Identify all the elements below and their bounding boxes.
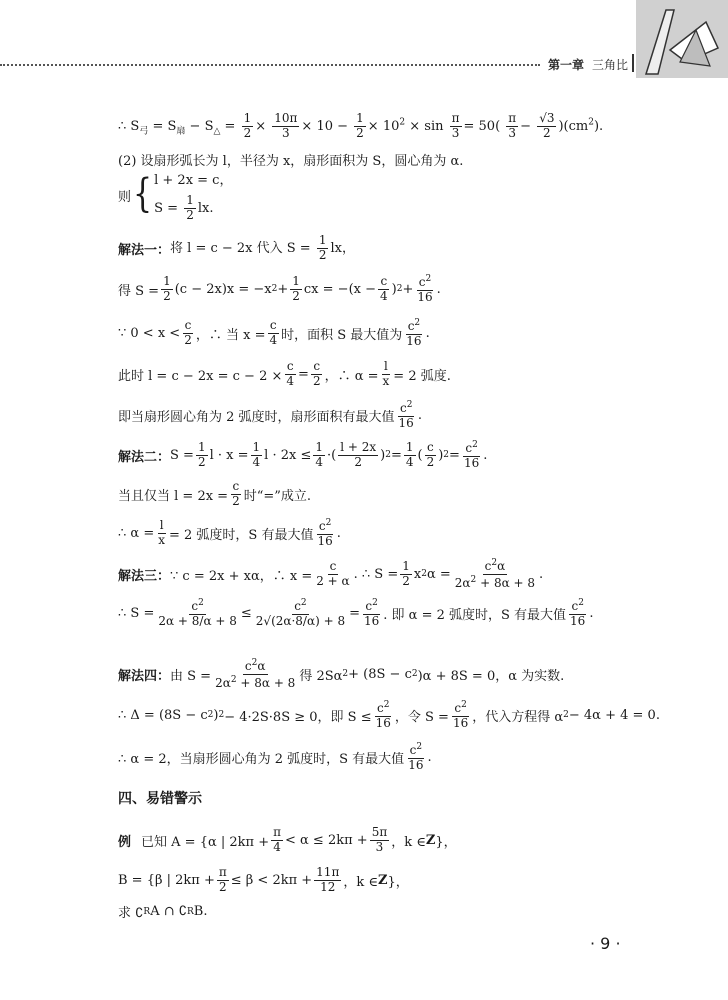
section-heading-common-errors: 四、易错警示 <box>118 791 202 807</box>
left-brace: { <box>133 171 153 218</box>
method-1-step2: 得 S = $\frac{1}{2}$ (c − 2x)x = −x 2 + $\frac{1}{2}$ cx = −(x − $\frac{c}{4}$ ) 2 + $\frac{c^2}{16}$ . <box>118 274 441 304</box>
method-1-step4: 此时 l = c − 2x = c − 2 × $\frac{c}{4}$ = $\frac{c}{2}$ ，∴ α = $\frac{l}{x}$ = 2 弧度. <box>118 359 451 388</box>
method-2-label: 解法二： <box>118 449 171 465</box>
method-4-label: 解法四： <box>118 668 171 684</box>
chapter-number: 第一章 <box>548 58 585 72</box>
method-3-label: 解法三： <box>118 568 171 584</box>
equation-1: l + 2x = c， <box>154 173 233 188</box>
method-2-equality: 当且仅当 l = 2x = $\frac{c}{2}$ 时“=”成立. <box>118 479 312 508</box>
equation-display: ∴ $S_弓 = S_扇 - S_\triangle$ = $\frac{1}{2}$ × $\frac{10\pi}{3}$ × 10 − $\frac{1}{2}$ × $10^2 \times \sin$ $\frac{\pi}{3}$ = 50( $\frac{\pi}{3}$ − $\frac{√3}{2}$ )$(cm^2)$. <box>118 111 604 140</box>
page-number: · 9 · <box>590 934 621 953</box>
header-rule <box>0 64 540 66</box>
example-set-a: 例 已知 A = {α | 2kπ + $\frac{\pi}{4}$ < α ≤ 2kπ + $\frac{5\pi}{3}$ ，k ∈ Z }， <box>118 825 457 854</box>
equation-2: S = $\frac{1}{2}$ lx. <box>154 193 214 222</box>
method-4-discriminant: ∴ Δ = (8S − c 2 ) 2 − 4·2S·8S ≥ 0，即 S ≤ $\frac{c^2}{16}$ ，令 S = $\frac{c^2}{16}$ ，代入方程得 α 2 − 4α + 4 = 0. <box>118 700 660 730</box>
header-bar <box>632 54 634 72</box>
part2-setup: (2) 设扇形弧长为 l，半径为 x，扇形面积为 S，圆心角为 α. <box>118 154 464 169</box>
method-1-label: 解法一： <box>118 242 171 258</box>
method-4-conclusion: ∴ α = 2，当扇形圆心角为 2 弧度时，S 有最大值 $\frac{c^2}{16}$ . <box>118 742 432 772</box>
example-label: 例 <box>118 834 132 850</box>
method-2-conclusion: ∴ α = $\frac{l}{x}$ = 2 弧度时，S 有最大值 $\frac{c^2}{16}$ . <box>118 518 341 548</box>
method-3-line: 解法三： ∵ c = 2x + xα，∴ x = $\frac{c}{2 + \alpha}$ . ∴ S = $\frac{1}{2}$ x 2 α = $\frac{c^2\alpha}{2\alpha^2 + 8\alpha + 8}$ . <box>118 558 544 590</box>
method-2-line: 解法二： S = $\frac{1}{2}$ l · x = $\frac{1}{4}$ l · 2x ≤ $\frac{1}{4}$ ·( $\frac{l + 2x}{2}$ ) 2 = $\frac{1}{4}$ ( $\frac{c}{2}$ ) 2 = $\frac{c^2}{16}$ . <box>118 440 488 470</box>
chapter-title: 三角比 <box>592 58 629 72</box>
system-of-equations <box>118 168 232 223</box>
method-1-step1: 将 l = c − 2x 代入 S = $\frac{1}{2}$ lx， <box>170 233 355 262</box>
method-1-conclusion: 即当扇形圆心角为 2 弧度时，扇形面积有最大值 $\frac{c^2}{16}$ . <box>118 400 422 430</box>
running-header <box>548 56 628 73</box>
example-question: 求 ∁ R A ∩ ∁ R B. <box>118 904 208 921</box>
example-set-b: B = {β | 2kπ + $\frac{\pi}{2}$ ≤ β < 2kπ + $\frac{11\pi}{12}$ ，k ∈ Z }， <box>118 865 409 894</box>
system-lines <box>154 168 232 223</box>
sector-segment-area-line <box>118 112 603 141</box>
method-1-intro <box>118 234 355 263</box>
method-1-step3: ∵ 0 < x < $\frac{c}{2}$ ，∴ 当 x = $\frac{c}{4}$ 时，面积 S 最大值为 $\frac{c^2}{16}$ . <box>118 318 430 348</box>
then-label: 则 <box>118 189 132 205</box>
corner-logo-graphic <box>636 0 728 78</box>
method-4-line: 解法四： 由 S = $\frac{c^2\alpha}{2\alpha^2 + 8\alpha + 8}$ 得 2Sα 2 + (8S − c 2 )α + 8S = 0，α 为实数. <box>118 658 565 690</box>
method-3-inequality: ∴ S = $\frac{c^2}{2\alpha + 8/\alpha + 8}$ ≤ $\frac{c^2}{2√(2\alpha\cdot 8/\alpha) + 8}$ = $\frac{c^2}{16}$ . 即 α = 2 弧度时，S 有最大值 $\frac{c^2}{16}$ . <box>118 598 594 628</box>
